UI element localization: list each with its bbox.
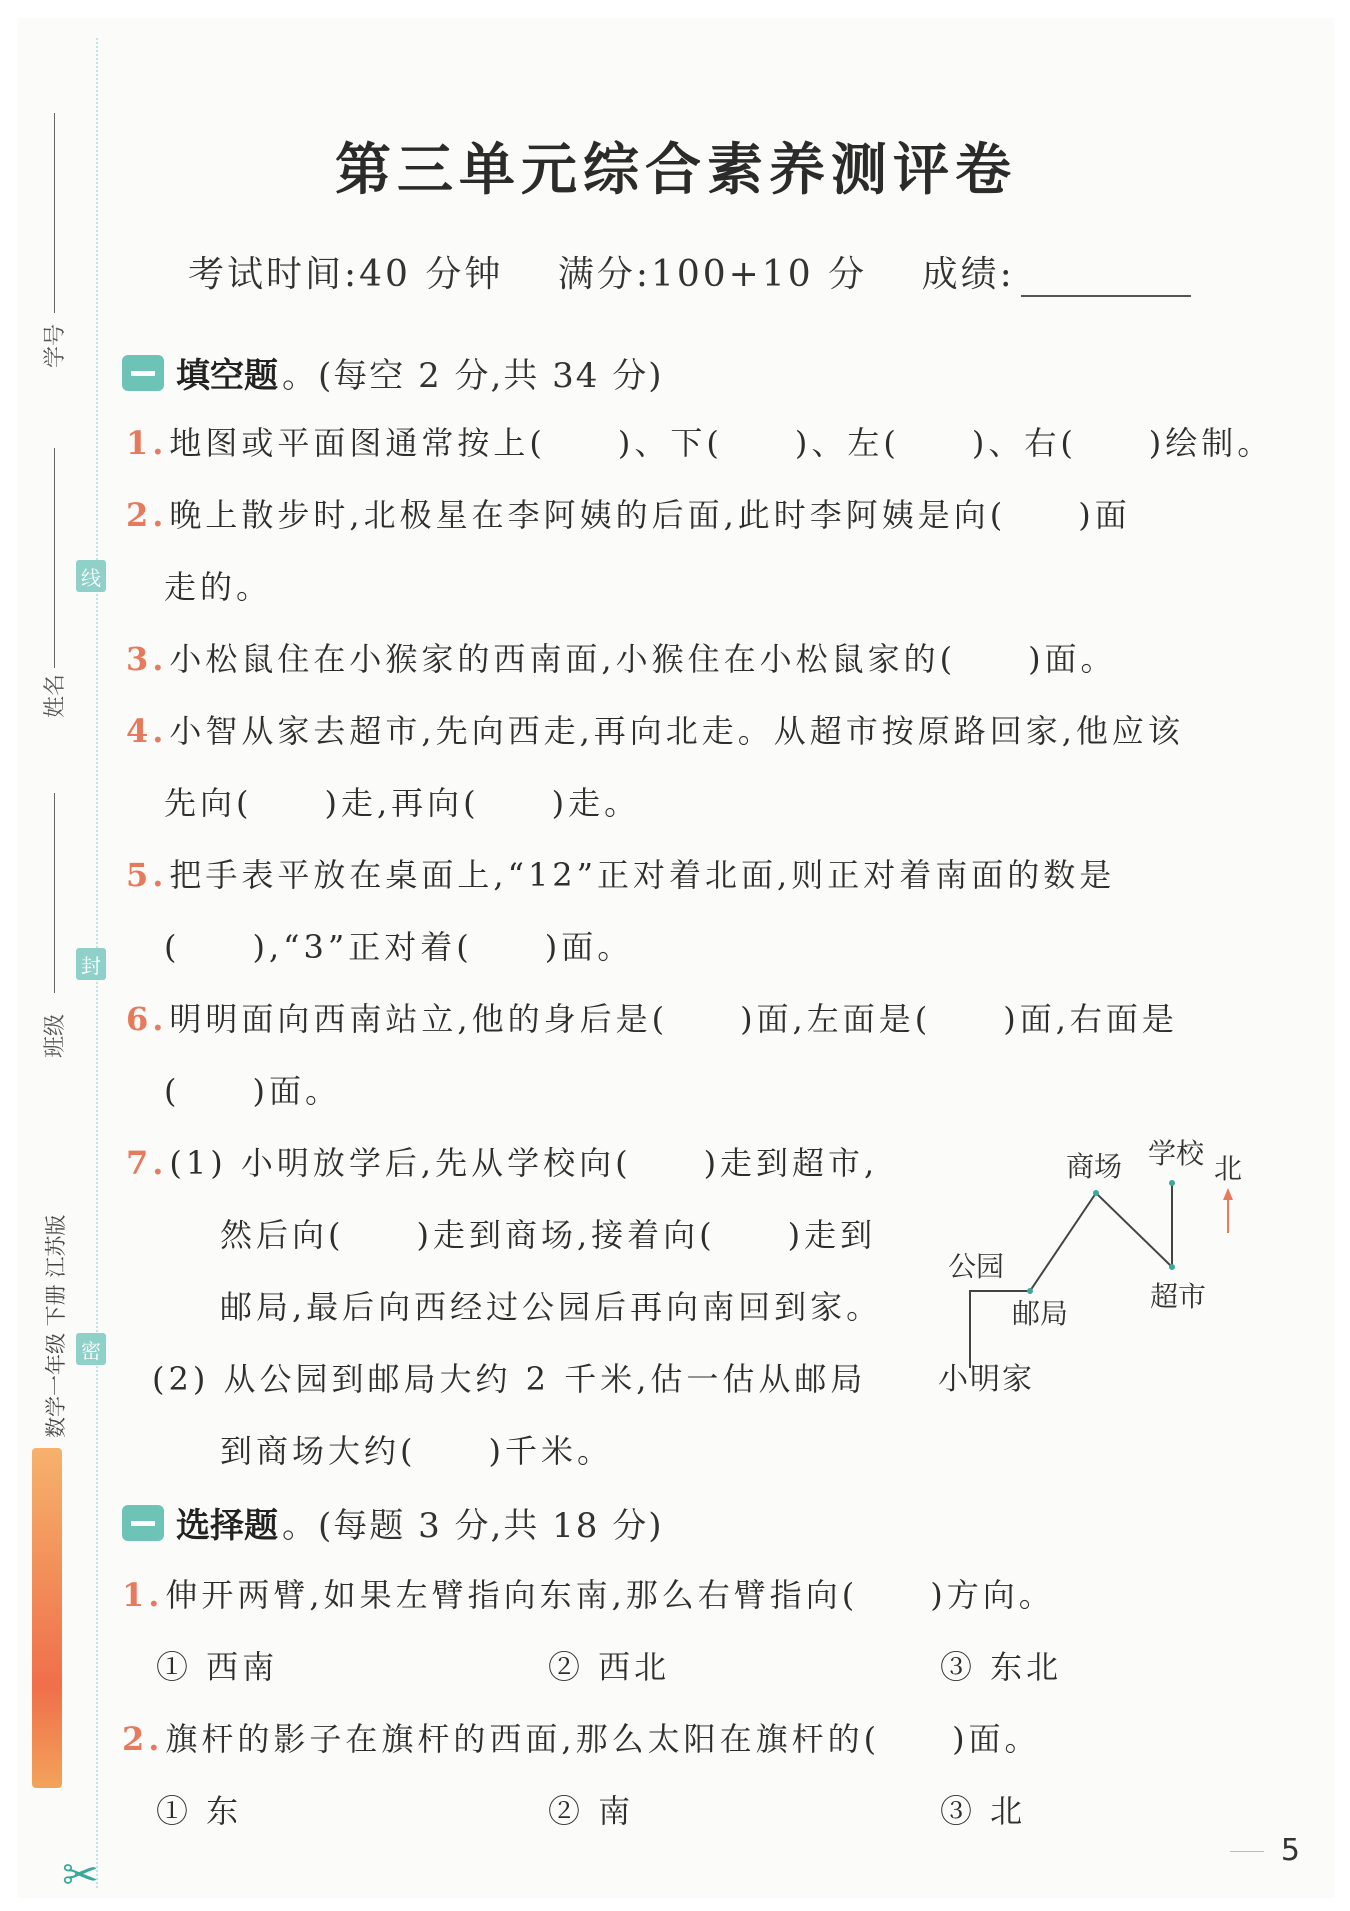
seal-dense-mark: 密 — [76, 1333, 106, 1365]
section2-note: 。(每题 3 分,共 18 分) — [282, 1506, 664, 1546]
s2-q1-option-b[interactable]: ② 西北 — [548, 1648, 671, 1686]
map-label-post: 邮局 — [1012, 1297, 1069, 1330]
exam-time: 考试时间:40 分钟 — [188, 254, 504, 295]
route-map — [928, 1138, 1288, 1368]
s1-q5-line2: ( ),“3”正对着( )面。 — [164, 928, 634, 966]
s2-q1: 1.伸开两臂,如果左臂指向东南,那么右臂指向( )方向。 — [122, 1576, 1055, 1614]
section1-title: 填空题 — [176, 356, 278, 396]
score-label: 成绩: — [921, 254, 1015, 295]
full-score: 满分:100+10 分 — [557, 254, 868, 295]
section2-title: 选择题 — [176, 1506, 278, 1546]
mall-dot — [1093, 1190, 1099, 1196]
exam-info — [188, 246, 1231, 297]
s1-q7: 7.(1) 小明放学后,先从学校向( )走到超市, — [126, 1144, 879, 1182]
student-no-label: 学号 — [43, 323, 68, 368]
s1-q1: 1.地图或平面图通常按上( )、下( )、左( )、右( )绘制。 — [126, 424, 1274, 462]
class-label: 班级 — [43, 1013, 68, 1058]
s1-q2-line2: 走的。 — [164, 568, 273, 606]
section1-note: 。(每空 2 分,共 34 分) — [282, 356, 664, 396]
s1-q7-part2: (2) 从公园到邮局大约 2 千米,估一估从邮局 — [152, 1360, 867, 1398]
s2-q2-option-a[interactable]: ① 东 — [156, 1792, 243, 1830]
s1-q5: 5.把手表平放在桌面上,“12”正对着北面,则正对着南面的数是 — [126, 856, 1116, 894]
map-label-school: 学校 — [1148, 1138, 1205, 1170]
s2-q2: 2.旗杆的影子在旗杆的西面,那么太阳在旗杆的( )面。 — [122, 1720, 1041, 1758]
publisher-bar — [32, 1448, 62, 1788]
s1-q7-line2: 然后向( )走到商场,接着向( )走到 — [220, 1216, 877, 1254]
post-dot — [1027, 1288, 1033, 1294]
s2-q2-option-c[interactable]: ③ 北 — [940, 1792, 1027, 1830]
market-dot — [1169, 1264, 1175, 1270]
s2-q1-option-c[interactable]: ③ 东北 — [940, 1648, 1063, 1686]
page-title: 第三单元综合素养测评卷 — [335, 137, 1017, 203]
map-label-north: 北 — [1214, 1152, 1243, 1185]
s1-q7-line3: 邮局,最后向西经过公园后再向南回到家。 — [220, 1288, 883, 1326]
s2-q2-option-b[interactable]: ② 南 — [548, 1792, 635, 1830]
section2-heading — [122, 1498, 663, 1547]
s1-q4: 4.小智从家去超市,先向西走,再向北走。从超市按原路回家,他应该 — [126, 712, 1184, 750]
s1-q3: 3.小松鼠住在小猴家的西南面,小猴住在小松鼠家的( )面。 — [126, 640, 1117, 678]
name-label: 姓名 — [43, 673, 68, 718]
school-dot — [1169, 1180, 1175, 1186]
name-line — [54, 448, 55, 668]
s2-q1-option-a[interactable]: ① 西南 — [156, 1648, 279, 1686]
s1-q2: 2.晚上散步时,北极星在李阿姨的后面,此时李阿姨是向( )面 — [126, 496, 1131, 534]
page-number-rule — [1230, 1851, 1264, 1852]
s1-q6-line2: ( )面。 — [164, 1072, 341, 1110]
s1-q4-line2: 先向( )走,再向( )走。 — [164, 784, 641, 822]
map-label-market: 超市 — [1150, 1280, 1207, 1313]
s1-q7-part2-line2: 到商场大约( )千米。 — [220, 1432, 613, 1470]
section1-badge-icon — [122, 355, 164, 391]
seal-line-mark: 线 — [76, 560, 106, 592]
map-label-home: 小明家 — [938, 1362, 1034, 1397]
score-field[interactable] — [1021, 265, 1191, 297]
map-label-mall: 商场 — [1066, 1150, 1123, 1183]
section1-heading — [122, 348, 663, 397]
seal-seal-mark: 封 — [76, 948, 106, 980]
section2-badge-icon — [122, 1505, 164, 1541]
class-line — [54, 793, 55, 993]
scissors-icon: ✂ — [62, 1850, 99, 1901]
exam-page — [18, 18, 1334, 1901]
north-arrowhead-icon — [1223, 1188, 1233, 1200]
map-label-park: 公园 — [948, 1250, 1005, 1283]
publisher-text: 数学一年级 下册 江苏版 — [44, 1214, 68, 1438]
s1-q6: 6.明明面向西南站立,他的身后是( )面,左面是( )面,右面是 — [126, 1000, 1178, 1038]
page-number: 5 — [1280, 1833, 1300, 1868]
